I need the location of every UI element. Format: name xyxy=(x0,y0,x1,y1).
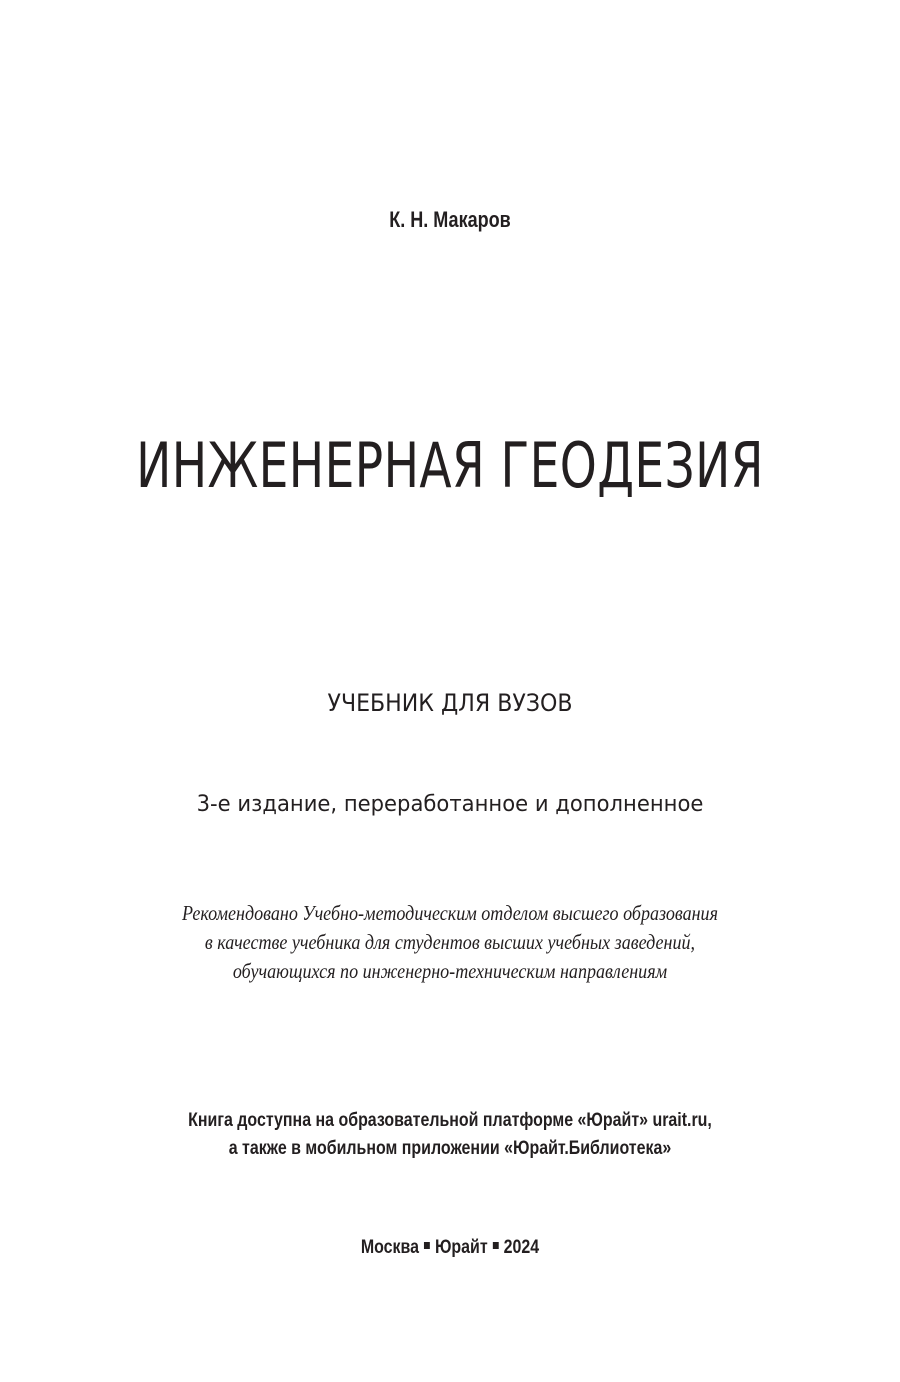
recommendation-line: Рекомендовано Учебно-методическим отделом высшего образования xyxy=(182,901,718,925)
imprint-city: Москва xyxy=(360,1237,420,1258)
edition-note: 3-е издание, переработанное и дополненное xyxy=(196,792,704,817)
availability-block xyxy=(0,1107,900,1163)
imprint xyxy=(72,1234,828,1262)
imprint-publisher: Юрайт xyxy=(434,1237,488,1258)
author-name: К. Н. Макаров xyxy=(389,207,511,232)
square-separator-icon xyxy=(493,1242,499,1249)
recommendation-line: в качестве учебника для студентов высших учебных заведений, xyxy=(204,930,696,954)
book-title: ИНЖЕНЕРНАЯ ГЕОДЕЗИЯ xyxy=(136,429,764,502)
square-separator-icon xyxy=(424,1242,430,1249)
recommendation-line: обучающихся по инженерно-техническим направлениям xyxy=(232,959,668,983)
availability-line: а также в мобильном приложении «Юрайт.Библиотека» xyxy=(228,1138,672,1159)
book-subtitle: УЧЕБНИК ДЛЯ ВУЗОВ xyxy=(327,689,573,717)
imprint-year: 2024 xyxy=(503,1237,540,1258)
availability-line: Книга доступна на образовательной платформе «Юрайт» urait.ru, xyxy=(188,1110,712,1131)
recommendation-block xyxy=(0,899,900,986)
